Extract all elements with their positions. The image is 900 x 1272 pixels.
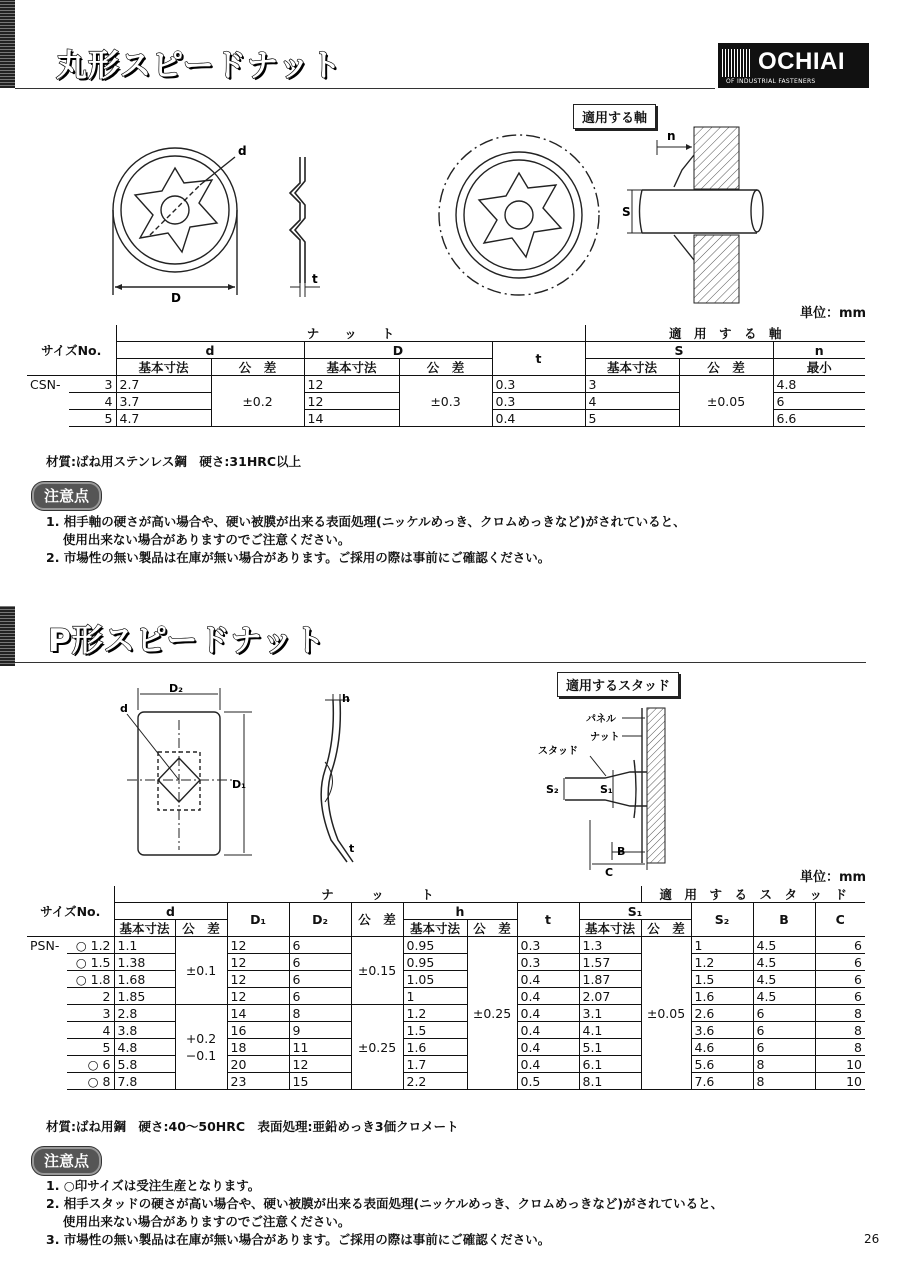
table-row [27,988,865,1005]
table-cell: t [517,903,579,937]
table-cell: 5 [585,410,679,427]
label-B: B [617,845,626,858]
table-cell: 3 [67,1005,114,1022]
table-cell: 0.5 [517,1073,579,1090]
table-cell: 1.1 [114,937,175,954]
table-cell: 0.4 [517,1056,579,1073]
table-cell: 基本寸法 [114,920,175,937]
table-cell: 5.8 [114,1056,175,1073]
section2-header-rule [15,662,866,663]
table-cell: 0.95 [403,937,467,954]
table-cell: 8 [815,1022,865,1039]
table-cell: ±0.25 [467,937,517,1090]
table-cell: 4.8 [773,376,865,393]
table-cell: d [114,903,227,920]
table-cell: ○ 6 [67,1056,114,1073]
label-C: C [605,866,614,879]
table-cell: 11 [289,1039,351,1056]
table-cell: 4.7 [116,410,211,427]
table-cell: 0.3 [492,393,585,410]
section1-notes [46,513,686,567]
psn-size-header: サイズNo. [27,886,114,937]
label-D: D [171,291,181,305]
table-row [27,937,865,954]
table-cell: 4.8 [114,1039,175,1056]
tol-S: 公 差 [679,359,773,376]
label-panel: パネル [586,714,616,725]
tol-D: 公 差 [399,359,492,376]
table-cell: ±0.3 [399,376,492,427]
table-cell: 1 [691,937,753,954]
table-cell: 6 [289,988,351,1005]
table-cell: 公 差 [641,920,691,937]
label-S1: S₁ [600,783,613,796]
table-cell: 1.05 [403,971,467,988]
csn-shaft-circle-drawing [432,128,607,298]
label-D1: D₁ [232,778,246,791]
label-stud: スタッド [538,746,578,757]
psn-stud-drawing [530,700,690,880]
basic-S: 基本寸法 [585,359,679,376]
table-cell: ±0.15 [351,937,403,1005]
table-cell: 18 [227,1039,289,1056]
table-cell: 1.87 [579,971,641,988]
table-cell: 0.4 [492,410,585,427]
table-row [27,971,865,988]
section2-notes [46,1177,723,1249]
table-cell: 3 [69,376,116,393]
csn-prefix: CSN- [30,376,61,392]
table-cell: 10 [815,1056,865,1073]
ochiai-logo [718,43,869,88]
col-t: t [492,342,585,376]
table-cell: 10 [815,1073,865,1090]
text-line: 2. 市場性の無い製品は在庫が無い場合があります。ご採用の際は事前にご確認ください。 [46,550,551,565]
table-cell: 4.5 [753,954,815,971]
text-line: 使用出来ない場合がありますのでご注意ください。 [46,532,351,547]
table-cell [27,1073,67,1090]
text-line: −0.1 [185,1048,217,1063]
table-cell: 6 [815,954,865,971]
table-cell: 2.8 [114,1005,175,1022]
psn-side-drawing [295,690,370,870]
table-cell: 9 [289,1022,351,1039]
table-cell: 8 [815,1039,865,1056]
table-cell: 公 差 [351,903,403,937]
table-cell: 1 [403,988,467,1005]
table-cell: 6.1 [579,1056,641,1073]
section1-caution-badge: 注意点 [32,482,101,510]
psn-group-nut: ナ ッ ト [114,886,641,903]
table-cell: ±0.05 [679,376,773,427]
applicable-stud-label: 適用するスタッド [557,672,679,697]
logo-name: OCHIAI [758,48,845,75]
table-cell [27,410,69,427]
table-cell: ±0.2 [211,376,304,427]
label-t: t [312,272,318,286]
table-row [27,1022,865,1039]
table-cell: 7.8 [114,1073,175,1090]
table-cell: 12 [304,376,399,393]
table-cell: 基本寸法 [579,920,641,937]
tol-d: 公 差 [211,359,304,376]
table-cell: 3.1 [579,1005,641,1022]
table-cell: 16 [227,1022,289,1039]
page-number: 26 [864,1232,880,1246]
table-cell: 14 [304,410,399,427]
table-cell: 1.6 [403,1039,467,1056]
table-cell: 4 [585,393,679,410]
basic-d: 基本寸法 [116,359,211,376]
table-cell: 3.8 [114,1022,175,1039]
table-cell: 12 [227,937,289,954]
table-cell: ○ 1.8 [67,971,114,988]
min-n: 最小 [773,359,865,376]
table-row [27,1039,865,1056]
table-cell: 1.2 [403,1005,467,1022]
text-line: 1. ○印サイズは受注生産となります。 [46,1178,261,1193]
table-cell: 2.6 [691,1005,753,1022]
table-cell: 2.2 [403,1073,467,1090]
label-nut: ナット [590,732,620,743]
table-cell: 6 [289,971,351,988]
table-cell: 8.1 [579,1073,641,1090]
table-cell: 23 [227,1073,289,1090]
table-cell: 4.5 [753,988,815,1005]
table-row [27,1073,865,1090]
table-cell: 0.3 [492,376,585,393]
table-cell: 6 [815,988,865,1005]
csn-spec-table [27,325,865,427]
table-row [27,376,865,393]
section2-unit: 単位：mm [800,870,867,885]
table-cell: 6.6 [773,410,865,427]
table-cell: 12 [227,954,289,971]
table-cell: 6 [289,937,351,954]
table-cell: 4 [67,1022,114,1039]
table-cell [27,988,67,1005]
table-cell: 8 [289,1005,351,1022]
basic-D: 基本寸法 [304,359,399,376]
table-cell: ○ 8 [67,1073,114,1090]
psn-spec-table [27,886,865,1090]
table-cell: 1.2 [691,954,753,971]
table-cell: 15 [289,1073,351,1090]
text-line: +0.2 [185,1031,217,1046]
label-S2: S₂ [546,783,559,796]
table-cell: 1.5 [403,1022,467,1039]
label-d: d [238,144,247,158]
table-cell: 1.57 [579,954,641,971]
section1-unit: 単位：mm [800,306,867,321]
label-h: h [342,692,350,705]
csn-nut-drawing [100,135,340,305]
table-cell: 3 [585,376,679,393]
table-cell: 5.6 [691,1056,753,1073]
group-shaft: 適 用 す る 軸 [585,325,865,342]
psn-prefix: PSN- [30,937,60,953]
table-cell: S₂ [691,903,753,937]
table-row [27,954,865,971]
label-t-psn: t [349,842,355,855]
table-cell: 3.6 [691,1022,753,1039]
table-cell: D₂ [289,903,351,937]
table-cell: 12 [304,393,399,410]
table-cell: 6 [753,1039,815,1056]
table-cell: 2.07 [579,988,641,1005]
section2-sidebar-bar [0,606,15,666]
table-cell: 2.7 [116,376,211,393]
table-cell [27,393,69,410]
table-cell: 1.38 [114,954,175,971]
table-cell [27,1056,67,1073]
table-cell: ○ 1.5 [67,954,114,971]
table-cell: ±0.25 [351,1005,403,1090]
table-cell: 6 [753,1022,815,1039]
table-cell: 0.4 [517,1039,579,1056]
table-cell: 4.5 [753,937,815,954]
table-cell: 6 [815,971,865,988]
table-cell: 4 [69,393,116,410]
table-cell: 0.95 [403,954,467,971]
text-line: 使用出来ない場合がありますのでご注意ください。 [46,1214,351,1229]
table-cell: 6 [815,937,865,954]
section1-title: 丸形スピードナット [56,48,343,84]
table-cell: D₁ [227,903,289,937]
table-cell: B [753,903,815,937]
table-cell: 基本寸法 [403,920,467,937]
logo-tagline: OF INDUSTRIAL FASTENERS [726,78,816,85]
table-cell: 12 [227,971,289,988]
table-cell: 1.5 [691,971,753,988]
col-D: D [304,342,492,359]
table-cell: 公 差 [175,920,227,937]
col-S: S [585,342,773,359]
label-S: S [622,205,631,219]
col-d: d [116,342,304,359]
group-nut: ナ ッ ト [116,325,585,342]
table-cell: 4.1 [579,1022,641,1039]
csn-shaft-section-drawing [612,125,772,310]
section2-caution-badge: 注意点 [32,1147,101,1175]
table-cell: 6 [753,1005,815,1022]
section1-sidebar-bar [0,0,15,88]
table-row [27,1056,865,1073]
table-cell: 8 [753,1073,815,1090]
text-line: 1. 相手軸の硬さが高い場合や、硬い被膜が出来る表面処理(ニッケルめっき、クロムめっきなど)がされていると、 [46,514,686,529]
table-cell: 0.4 [517,988,579,1005]
label-d-psn: d [120,702,128,715]
text-line: 2. 相手スタッドの硬さが高い場合や、硬い被膜が出来る表面処理(ニッケルめっき、クロムめっきなど)がされていると、 [46,1196,724,1211]
table-cell [27,1005,67,1022]
table-cell: 6 [773,393,865,410]
table-cell: 6 [289,954,351,971]
table-cell: ±0.05 [641,937,691,1090]
psn-nut-drawing [112,680,257,860]
logo-stripes-icon [722,49,752,77]
size-header: サイズNo. [27,325,116,376]
table-cell: 0.4 [517,971,579,988]
text-line: 3. 市場性の無い製品は在庫が無い場合があります。ご採用の際は事前にご確認ください。 [46,1232,551,1247]
section2-title: P形スピードナット [48,623,326,659]
table-cell: 1.85 [114,988,175,1005]
section2-material: 材質:ばね用鋼 硬さ:40～50HRC 表面処理:亜鉛めっき3価クロメート [46,1119,459,1134]
section1-material: 材質:ばね用ステンレス鋼 硬さ:31HRC以上 [46,454,302,469]
table-cell: 5 [69,410,116,427]
table-cell: 5 [67,1039,114,1056]
table-cell: 2 [67,988,114,1005]
col-n: n [773,342,865,359]
table-cell: 7.6 [691,1073,753,1090]
table-cell [27,971,67,988]
table-cell: 4.5 [753,971,815,988]
table-cell: 3.7 [116,393,211,410]
table-cell: h [403,903,517,920]
table-cell: 0.3 [517,954,579,971]
table-cell: ○ 1.2 [67,937,114,954]
psn-group-stud: 適 用 す る ス タ ッ ド [641,886,865,903]
table-cell: 0.4 [517,1022,579,1039]
table-cell: S₁ [579,903,691,920]
table-cell: C [815,903,865,937]
table-cell: 1.6 [691,988,753,1005]
label-D2: D₂ [169,682,183,695]
table-cell: 5.1 [579,1039,641,1056]
table-cell: 0.4 [517,1005,579,1022]
table-row [27,1005,865,1022]
table-cell: 1.3 [579,937,641,954]
table-cell: 4.6 [691,1039,753,1056]
table-cell [27,954,67,971]
table-cell: 12 [289,1056,351,1073]
table-cell: 公 差 [467,920,517,937]
table-cell: 20 [227,1056,289,1073]
label-n: n [667,129,676,143]
table-cell: 8 [753,1056,815,1073]
table-cell: 8 [815,1005,865,1022]
table-cell: 1.7 [403,1056,467,1073]
table-cell: 12 [227,988,289,1005]
table-cell: 1.68 [114,971,175,988]
table-cell [27,1022,67,1039]
table-cell: 14 [227,1005,289,1022]
applicable-shaft-label: 適用する軸 [573,104,656,129]
table-cell: 0.3 [517,937,579,954]
table-cell: ±0.1 [175,937,227,1005]
tol-d-group-b [175,1005,227,1090]
section1-header-rule [15,88,715,89]
table-cell [27,1039,67,1056]
